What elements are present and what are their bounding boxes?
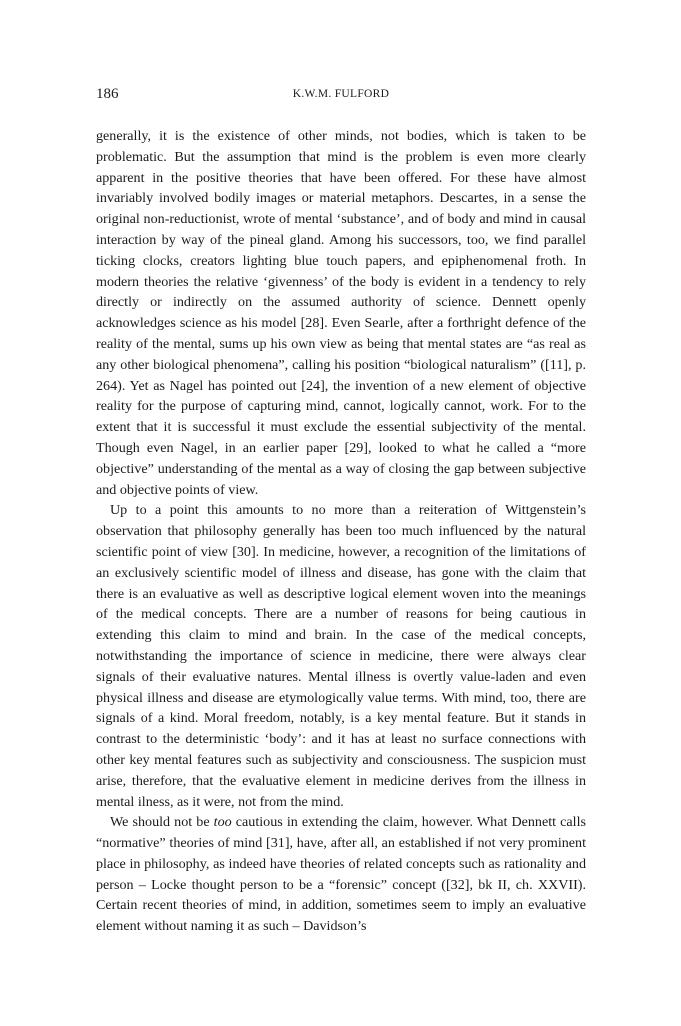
- paragraph-3-continuation: cautious in extending the claim, however. What Dennett calls “normative” theories of mind [31], have, after all, an established if not very prominent place in philosophy, as indeed have theories of related concepts such as rationality and person – Locke thought person to be a “forensic” concept ([32], bk II, ch. XXVII). Certain recent theories of mind, in addition, sometimes seem to imply an evaluative element without naming it as such – Davidson’s: [96, 814, 586, 935]
- running-title: K.W.M. FULFORD: [292, 88, 390, 100]
- paragraph-3: [96, 812, 586, 937]
- paragraph-1: generally, it is the existence of other minds, not bodies, which is taken to be problematic. But the assumption that mind is the problem is even more clearly apparent in the positive theories that have been offered. For these have almost invariably involved bodily images or material metaphors. Descartes, in a sense the original non-reductionist, wrote of mental ‘substance’, and of body and mind in causal interaction by way of the pineal gland. Among his successors, too, we find parallel ticking clocks, creators lighting blue touch papers, and epiphenomenal froth. In modern theories the relative ‘givenness’ of the body is evident in a tendency to rely directly or indirectly on the assumed authority of science. Dennett openly acknowledges science as his model [28]. Even Searle, after a forthright defence of the reality of the mental, sums up his own view as being that mental states are “as real as any other biological phenomena”, calling his position “biological naturalism” ([11], p. 264). Yet as Nagel has pointed out [24], the invention of a new element of objective reality for the purpose of capturing mind, cannot, logically cannot, work. For to the extent that it is successful it must exclude the essential subjectivity of the mental. Though even Nagel, in an earlier paper [29], looked to what he called a “more objective” understanding of the mental as a way of closing the gap between subjective and objective points of view.: [96, 128, 586, 498]
- page-number: 186: [96, 86, 119, 102]
- paragraph-3-emphasis: too: [213, 814, 232, 831]
- book-page: [96, 86, 586, 937]
- paragraph-2: Up to a point this amounts to no more than a reiteration of Wittgenstein’s observation that philosophy generally has been too much influenced by the natural scientific point of view [30]. In medicine, however, a recognition of the limitations of an exclusively scientific model of illness and disease, has gone with the claim that there is an evaluative as well as descriptive logical element woven into the meanings of the medical concepts. There are a number of reasons for being cautious in extending this claim to mind and brain. In the case of the medical concepts, notwithstanding the importance of science in medicine, there were always clear signals of their evaluative natures. Mental illness is overtly value-laden and even physical illness and disease are etymologically value terms. With mind, too, there are signals of a kind. Moral freedom, notably, is a key mental feature. But it stands in contrast to the deterministic ‘body’: and it has at least no surface connections with other key mental features such as subjectivity and consciousness. The suspicion must arise, therefore, that the evaluative element in medicine derives from the illness in mental ilness, as it were, not from the mind.: [96, 502, 586, 810]
- body-text: [96, 126, 586, 937]
- running-header: [96, 86, 586, 110]
- paragraph-3-opening: We should not be: [110, 814, 214, 831]
